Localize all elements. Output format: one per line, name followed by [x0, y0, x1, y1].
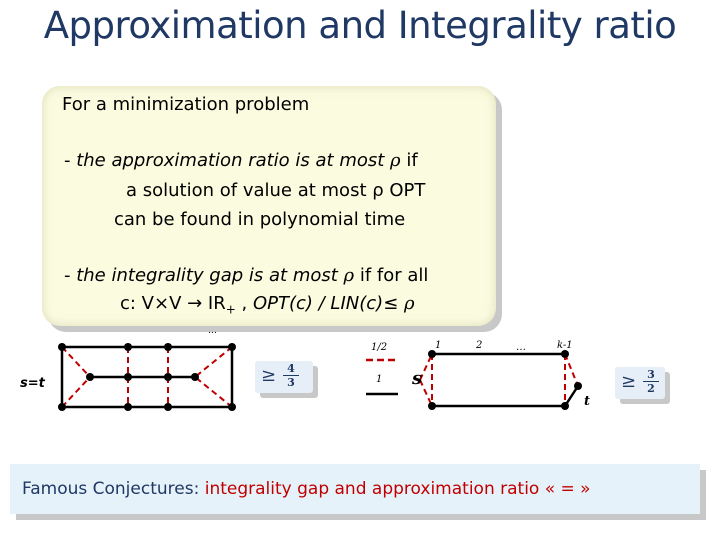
legend-half: 1/2 — [371, 342, 388, 353]
box-intro: For a minimization problem — [62, 94, 310, 115]
left-graph-dots: … — [208, 326, 217, 336]
right-graph — [400, 340, 600, 420]
right-top-label-1: 1 — [435, 340, 442, 351]
right-top-label-2: 2 — [476, 340, 483, 351]
approx-ratio-line: - the approximation ratio is at most ρ if — [64, 150, 418, 171]
st-label: s=t — [20, 376, 45, 391]
conjecture-banner — [10, 464, 700, 514]
legend-one: 1 — [376, 374, 383, 385]
t-label: t — [584, 394, 591, 409]
right-top-label-3: … — [516, 342, 526, 353]
definition-box — [42, 86, 496, 326]
conjecture-text: Famous Conjectures: integrality gap and approximation ratio « = » — [22, 479, 591, 499]
integrality-gap-line: - the integrality gap is at most ρ if for all — [64, 265, 429, 286]
approx-ratio-cont: a solution of value at most ρ OPT — [126, 180, 426, 201]
page-title: Approximation and Integrality ratio — [43, 4, 677, 47]
approx-ratio-cont2: can be found in polynomial time — [114, 209, 406, 230]
s-label: s — [412, 368, 423, 389]
right-top-label-4: k-1 — [557, 340, 573, 351]
integrality-gap-cont: c: $V\times V \to IR_+$ , OPT(c) / LIN(c)≤ ρ — [120, 293, 415, 317]
